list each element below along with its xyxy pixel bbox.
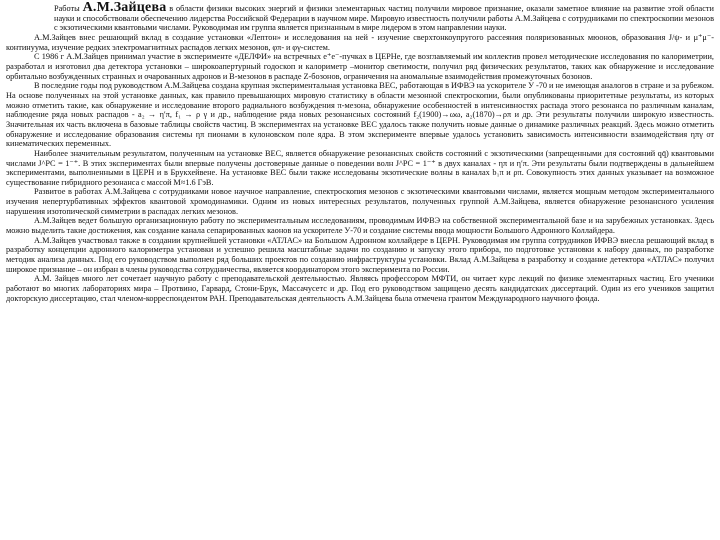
paragraph-new-direction: Развитое в работах А.М.Зайцева с сотрудниками новое научное направление, спектроскопия мезонов с экзотическими квантовыми числами, является мощным методом экспериментального изучения непертурбативных эффектов квантовой хромодинамики. Одним из новых интересных результатов, полученных группой А.М.Зайцева, является обнаружение резонансного усиления нарушения изотопической симметрии в распадах легких мезонов. [6,187,714,216]
author-name: А.М.Зайцева [82,0,167,15]
paragraph-ves: В последние годы под руководством А.М.Зайцева создана крупная экспериментальная установка ВЕС, работающая в ИФВЭ на ускорителе У -70 и не имеющая аналогов в стране и за рубежом. На основе полученных на этой установке данных, как правило превышающих мировую статистику в области мезонной спектроскопии, были опубликованы приоритетные результаты, из которых можно отметить такие, как обнаружение и исследование второго радиального возбуждения π-мезона, обнаружение особенностей в интенсивностях распада этого резонанса по различным каналам, наблюдение ряда новых распадов - a₂ → η′π, f₁ → ρ γ и др., наблюдение ряда новых резонансных состояний f₂(1900)→ωω, a₂(1870)→ρπ и др. Эти результаты получили широкую известность. Значительная их часть включена в базовые таблицы свойств частиц. В экспериментах на установке ВЕС удалось также получить новые данные о динамике различных реакций. Здесь можно отметить обнаружение и исследование образования системы ηπ пионами в кулоновском поле ядра. В этом эксперименте впервые удалось установить зависимость интенсивности взаимодействия ηπγ от кинематических переменных. [6,81,714,149]
intro-text-before: Работы [54,4,83,13]
paragraph-lepton: А.М.Зайцев внес решающий вклад в создание установки «Лептон» и исследования на ней - изучение сверхтонкоупругого рассеяния поляризованных мюонов, образования J/ψ- и μ⁺μ⁻-континуума, изучение редких электромагнитных распадов легких мезонов, φπ- и φγ-систем. [6,32,714,52]
intro-paragraph [6,0,714,33]
paragraph-exotic-states: Наиболее значительным результатом, полученным на установке ВЕС, является обнаружение резонансных свойств состояний с экзотическими (запрещенными для состояний qq̄) квантовыми числами J^PC = 1⁻⁺. В этих экспериментах были впервые получены достоверные данные о поведении волн J^PC = 1⁻⁺ в двух каналах - ηπ и η′π. Эти результаты были подтверждены в дальнейшем экспериментами, выполненными в ЦЕРН и в Брукхейвене. На установке ВЕС были также исследованы экзотические волны в каналах b₁π и ρπ. Совокупность этих данных указывает на возможное существование гибридного резонанса с массой M≈1.6 ГэВ. [6,148,714,187]
paragraph-teaching: А.М. Зайцев много лет сочетает научную работу с преподавательской деятельностью. Являясь профессором МФТИ, он читает курс лекций по физике элементарных частиц. Его ученики работают во многих лабораториях мира – Протвино, Гарвард, Стони-Брук, Массачусетс и др. Под его руководством защищено десять кандидатских диссертаций. Один из его учеников защитил докторскую диссертацию, стал членом-корреспондентом РАН. Преподавательская деятельность А.М.Зайцева была отмечена грантом Международного научного фонда. [6,274,714,303]
paragraph-organization: А.М.Зайцев ведет большую организационную работу по экспериментальным исследованиям, проводимым ИФВЭ на собственной экспериментальной базе и на зарубежных установках. Здесь можно выделить такие достижения, как создание канала сепарированных каонов на ускорителе У-70 и создание системы ввода мощности Большого Адронного Коллайдера. [6,216,714,236]
paragraph-delphi: С 1986 г А.М.Зайцев принимал участие в эксперименте «ДЕЛФИ» на встречных e⁺e⁻-пучках в ЦЕРНе, где возглавляемый им коллектив провел методические исследования по калориметрии, разработал и изготовил два детектора установки – широкоапертурный годоскоп и калориметр –монитор светимости, получил ряд физических результатов, таких как обнаружение и исследование орбитально возбужденных странных и очарованных адронов и B-мезонов в распаде Z-бозонов, ограничения на аномальные взаимодействия промежуточных бозонов. [6,52,714,81]
intro-text-after: в области физики высоких энергий и физики элементарных частиц получили мировое признание, оказали заметное влияние на развитие этой области науки и способствовали обеспечению лидерства Российской Федерации в научном мире. Мировую известность получили работы А.М.Зайцева с сотрудниками по спектроскопии мезонов с экзотическими квантовыми числами. Руководимая им группа является признанным в мире лидером в этом направлении науки. [54,4,714,33]
paragraph-atlas: А.М.Зайцев участвовал также в создании крупнейшей установки «АТЛАС» на Большом Адронном коллайдере в ЦЕРН. Руководимая им группа сотрудников ИФВЭ внесла решающий вклад в разработку концепции адронного калориметра установки и успешно решила масштабные задачи по созданию и запуску этого прибора, по подготовке установки к набору данных, по разработке методик анализа данных. Под его руководством выполнен ряд больших проектов по созданию инфраструктуры установки. Вклад А.М.Зайцева в разработку и создание детектора «АТЛАС» получил широкое признание – он избран в члены руководства сотрудничества, является координатором этого эксперимента по России. [6,235,714,274]
